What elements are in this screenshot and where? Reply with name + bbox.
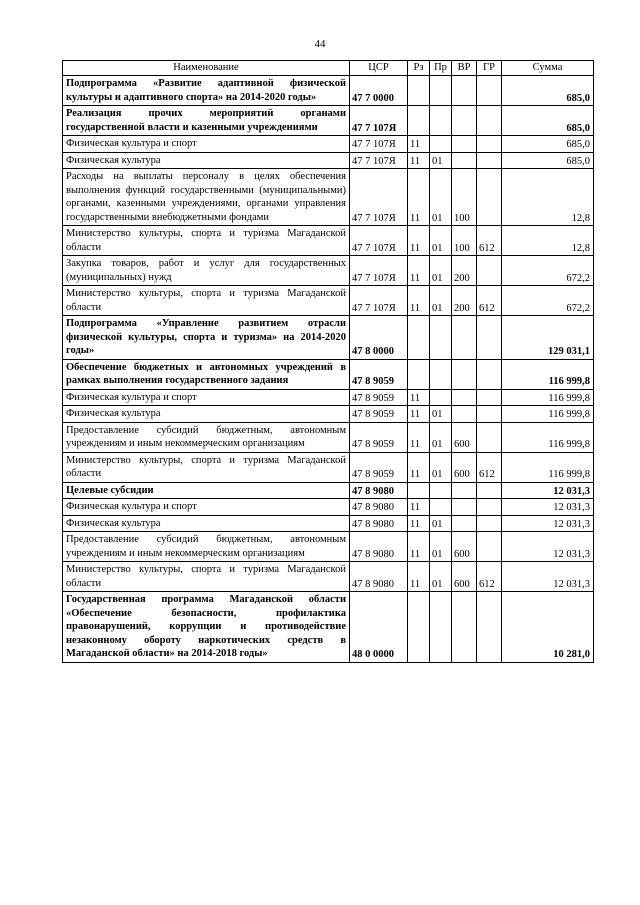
row-name: Государственная программа Магаданской области «Обеспечение безопасности, профилактика правонарушений, коррупции и противодействие незаконному обороту наркотических средств в Магаданской области» на 2014-2018 годы» bbox=[63, 592, 350, 663]
row-gr bbox=[477, 136, 502, 153]
row-csr: 47 8 9059 bbox=[350, 452, 408, 482]
row-csr: 47 8 9080 bbox=[350, 515, 408, 532]
table-row bbox=[63, 499, 594, 516]
row-rz: 11 bbox=[408, 256, 430, 286]
row-gr bbox=[477, 76, 502, 106]
row-vr: 100 bbox=[452, 169, 477, 226]
table-row bbox=[63, 256, 594, 286]
table-row bbox=[63, 152, 594, 169]
row-gr: 612 bbox=[477, 452, 502, 482]
row-rz: 11 bbox=[408, 406, 430, 423]
row-name: Министерство культуры, спорта и туризма Магаданской области bbox=[63, 562, 350, 592]
row-rz: 11 bbox=[408, 452, 430, 482]
row-vr bbox=[452, 76, 477, 106]
row-csr: 47 8 9059 bbox=[350, 422, 408, 452]
table-row bbox=[63, 562, 594, 592]
row-gr: 612 bbox=[477, 226, 502, 256]
row-pr bbox=[430, 592, 452, 663]
row-rz bbox=[408, 106, 430, 136]
row-pr: 01 bbox=[430, 515, 452, 532]
row-name: Расходы на выплаты персоналу в целях обеспечения выполнения функций государственными (муниципальными) органами, казенными учреждениями, органами управления государственными внебюджетными фондами bbox=[63, 169, 350, 226]
row-sum: 12 031,3 bbox=[502, 482, 594, 499]
row-pr: 01 bbox=[430, 256, 452, 286]
row-csr: 47 8 9080 bbox=[350, 499, 408, 516]
row-rz bbox=[408, 482, 430, 499]
row-name: Физическая культура bbox=[63, 152, 350, 169]
row-vr bbox=[452, 499, 477, 516]
table-row bbox=[63, 169, 594, 226]
row-csr: 47 8 0000 bbox=[350, 316, 408, 360]
row-gr bbox=[477, 422, 502, 452]
table-row bbox=[63, 106, 594, 136]
row-csr: 47 7 107Я bbox=[350, 136, 408, 153]
row-gr bbox=[477, 406, 502, 423]
row-name: Министерство культуры, спорта и туризма Магаданской области bbox=[63, 226, 350, 256]
header-sum: Сумма bbox=[502, 61, 594, 76]
row-pr: 01 bbox=[430, 169, 452, 226]
table-row bbox=[63, 452, 594, 482]
row-pr: 01 bbox=[430, 422, 452, 452]
page-number: 44 bbox=[314, 38, 326, 50]
row-csr: 47 7 107Я bbox=[350, 286, 408, 316]
row-vr: 600 bbox=[452, 562, 477, 592]
row-gr bbox=[477, 532, 502, 562]
row-gr bbox=[477, 152, 502, 169]
row-sum: 685,0 bbox=[502, 136, 594, 153]
row-rz: 11 bbox=[408, 389, 430, 406]
row-pr: 01 bbox=[430, 406, 452, 423]
row-pr: 01 bbox=[430, 532, 452, 562]
row-pr: 01 bbox=[430, 286, 452, 316]
row-pr bbox=[430, 359, 452, 389]
row-rz: 11 bbox=[408, 226, 430, 256]
row-vr: 200 bbox=[452, 256, 477, 286]
row-vr: 600 bbox=[452, 532, 477, 562]
row-csr: 47 8 9080 bbox=[350, 562, 408, 592]
table-row bbox=[63, 482, 594, 499]
row-rz bbox=[408, 359, 430, 389]
row-sum: 12 031,3 bbox=[502, 562, 594, 592]
row-sum: 685,0 bbox=[502, 106, 594, 136]
row-rz: 11 bbox=[408, 499, 430, 516]
row-vr bbox=[452, 592, 477, 663]
row-csr: 47 8 9059 bbox=[350, 389, 408, 406]
row-sum: 116 999,8 bbox=[502, 359, 594, 389]
row-rz: 11 bbox=[408, 515, 430, 532]
row-pr: 01 bbox=[430, 452, 452, 482]
row-vr: 600 bbox=[452, 452, 477, 482]
row-csr: 47 8 9059 bbox=[350, 359, 408, 389]
row-name: Физическая культура bbox=[63, 406, 350, 423]
row-rz bbox=[408, 316, 430, 360]
row-name: Предоставление субсидий бюджетным, автономным учреждениям и иным некоммерческим организациям bbox=[63, 532, 350, 562]
table-row bbox=[63, 515, 594, 532]
row-name: Закупка товаров, работ и услуг для государственных (муниципальных) нужд bbox=[63, 256, 350, 286]
table-row bbox=[63, 532, 594, 562]
table-row bbox=[63, 359, 594, 389]
row-pr bbox=[430, 389, 452, 406]
row-name: Министерство культуры, спорта и туризма Магаданской области bbox=[63, 286, 350, 316]
row-rz: 11 bbox=[408, 562, 430, 592]
table-row bbox=[63, 422, 594, 452]
row-sum: 12 031,3 bbox=[502, 515, 594, 532]
row-pr: 01 bbox=[430, 152, 452, 169]
table-header-row bbox=[63, 61, 594, 76]
row-gr: 612 bbox=[477, 562, 502, 592]
table-row bbox=[63, 406, 594, 423]
row-sum: 685,0 bbox=[502, 76, 594, 106]
row-gr bbox=[477, 515, 502, 532]
row-name: Предоставление субсидий бюджетным, автономным учреждениям и иным некоммерческим организациям bbox=[63, 422, 350, 452]
row-vr bbox=[452, 106, 477, 136]
row-pr bbox=[430, 482, 452, 499]
row-sum: 12,8 bbox=[502, 169, 594, 226]
row-vr bbox=[452, 406, 477, 423]
row-vr bbox=[452, 136, 477, 153]
row-name: Физическая культура и спорт bbox=[63, 136, 350, 153]
row-name: Министерство культуры, спорта и туризма Магаданской области bbox=[63, 452, 350, 482]
row-vr bbox=[452, 316, 477, 360]
row-pr bbox=[430, 106, 452, 136]
row-pr: 01 bbox=[430, 226, 452, 256]
header-csr: ЦСР bbox=[350, 61, 408, 76]
row-csr: 47 7 107Я bbox=[350, 152, 408, 169]
row-name: Подпрограмма «Управление развитием отрасли физической культуры, спорта и туризма» на 2014-2020 годы» bbox=[63, 316, 350, 360]
row-name: Подпрограмма «Развитие адаптивной физической культуры и адаптивного спорта» на 2014-2020 годы» bbox=[63, 76, 350, 106]
row-gr bbox=[477, 106, 502, 136]
row-sum: 672,2 bbox=[502, 286, 594, 316]
table-row bbox=[63, 76, 594, 106]
row-sum: 12,8 bbox=[502, 226, 594, 256]
row-gr bbox=[477, 316, 502, 360]
row-vr: 600 bbox=[452, 422, 477, 452]
header-name: Наименование bbox=[63, 61, 350, 76]
header-rz: Рз bbox=[408, 61, 430, 76]
row-pr: 01 bbox=[430, 562, 452, 592]
table-row bbox=[63, 389, 594, 406]
row-rz: 11 bbox=[408, 422, 430, 452]
row-rz bbox=[408, 76, 430, 106]
table-row bbox=[63, 286, 594, 316]
row-vr bbox=[452, 152, 477, 169]
budget-table bbox=[62, 60, 594, 663]
row-sum: 685,0 bbox=[502, 152, 594, 169]
row-csr: 47 8 9059 bbox=[350, 406, 408, 423]
table-row bbox=[63, 316, 594, 360]
row-rz: 11 bbox=[408, 532, 430, 562]
row-vr: 200 bbox=[452, 286, 477, 316]
row-gr bbox=[477, 359, 502, 389]
row-sum: 12 031,3 bbox=[502, 499, 594, 516]
row-name: Обеспечение бюджетных и автономных учреждений в рамках выполнения государственного задания bbox=[63, 359, 350, 389]
row-gr bbox=[477, 499, 502, 516]
row-name: Физическая культура и спорт bbox=[63, 499, 350, 516]
row-csr: 47 7 107Я bbox=[350, 106, 408, 136]
row-gr: 612 bbox=[477, 286, 502, 316]
row-sum: 10 281,0 bbox=[502, 592, 594, 663]
row-pr bbox=[430, 316, 452, 360]
row-sum: 116 999,8 bbox=[502, 422, 594, 452]
row-csr: 47 7 107Я bbox=[350, 169, 408, 226]
row-vr bbox=[452, 359, 477, 389]
row-gr bbox=[477, 592, 502, 663]
table-row bbox=[63, 136, 594, 153]
row-rz: 11 bbox=[408, 286, 430, 316]
row-rz: 11 bbox=[408, 169, 430, 226]
header-pr: Пр bbox=[430, 61, 452, 76]
row-vr bbox=[452, 482, 477, 499]
row-pr bbox=[430, 136, 452, 153]
row-gr bbox=[477, 169, 502, 226]
row-csr: 47 8 9080 bbox=[350, 532, 408, 562]
row-vr: 100 bbox=[452, 226, 477, 256]
row-sum: 116 999,8 bbox=[502, 406, 594, 423]
row-rz bbox=[408, 592, 430, 663]
row-name: Целевые субсидии bbox=[63, 482, 350, 499]
row-csr: 47 7 107Я bbox=[350, 226, 408, 256]
row-name: Физическая культура bbox=[63, 515, 350, 532]
row-gr bbox=[477, 256, 502, 286]
row-sum: 129 031,1 bbox=[502, 316, 594, 360]
row-gr bbox=[477, 482, 502, 499]
row-csr: 47 7 107Я bbox=[350, 256, 408, 286]
row-sum: 116 999,8 bbox=[502, 452, 594, 482]
row-rz: 11 bbox=[408, 136, 430, 153]
row-csr: 47 8 9080 bbox=[350, 482, 408, 499]
row-sum: 12 031,3 bbox=[502, 532, 594, 562]
row-rz: 11 bbox=[408, 152, 430, 169]
row-pr bbox=[430, 76, 452, 106]
row-pr bbox=[430, 499, 452, 516]
table-row bbox=[63, 592, 594, 663]
row-gr bbox=[477, 389, 502, 406]
table-row bbox=[63, 226, 594, 256]
row-csr: 47 7 0000 bbox=[350, 76, 408, 106]
row-sum: 116 999,8 bbox=[502, 389, 594, 406]
row-csr: 48 0 0000 bbox=[350, 592, 408, 663]
row-vr bbox=[452, 389, 477, 406]
header-gr: ГР bbox=[477, 61, 502, 76]
row-name: Реализация прочих мероприятий органами государственной власти и казенными учреждениями bbox=[63, 106, 350, 136]
row-sum: 672,2 bbox=[502, 256, 594, 286]
row-vr bbox=[452, 515, 477, 532]
row-name: Физическая культура и спорт bbox=[63, 389, 350, 406]
header-vr: ВР bbox=[452, 61, 477, 76]
